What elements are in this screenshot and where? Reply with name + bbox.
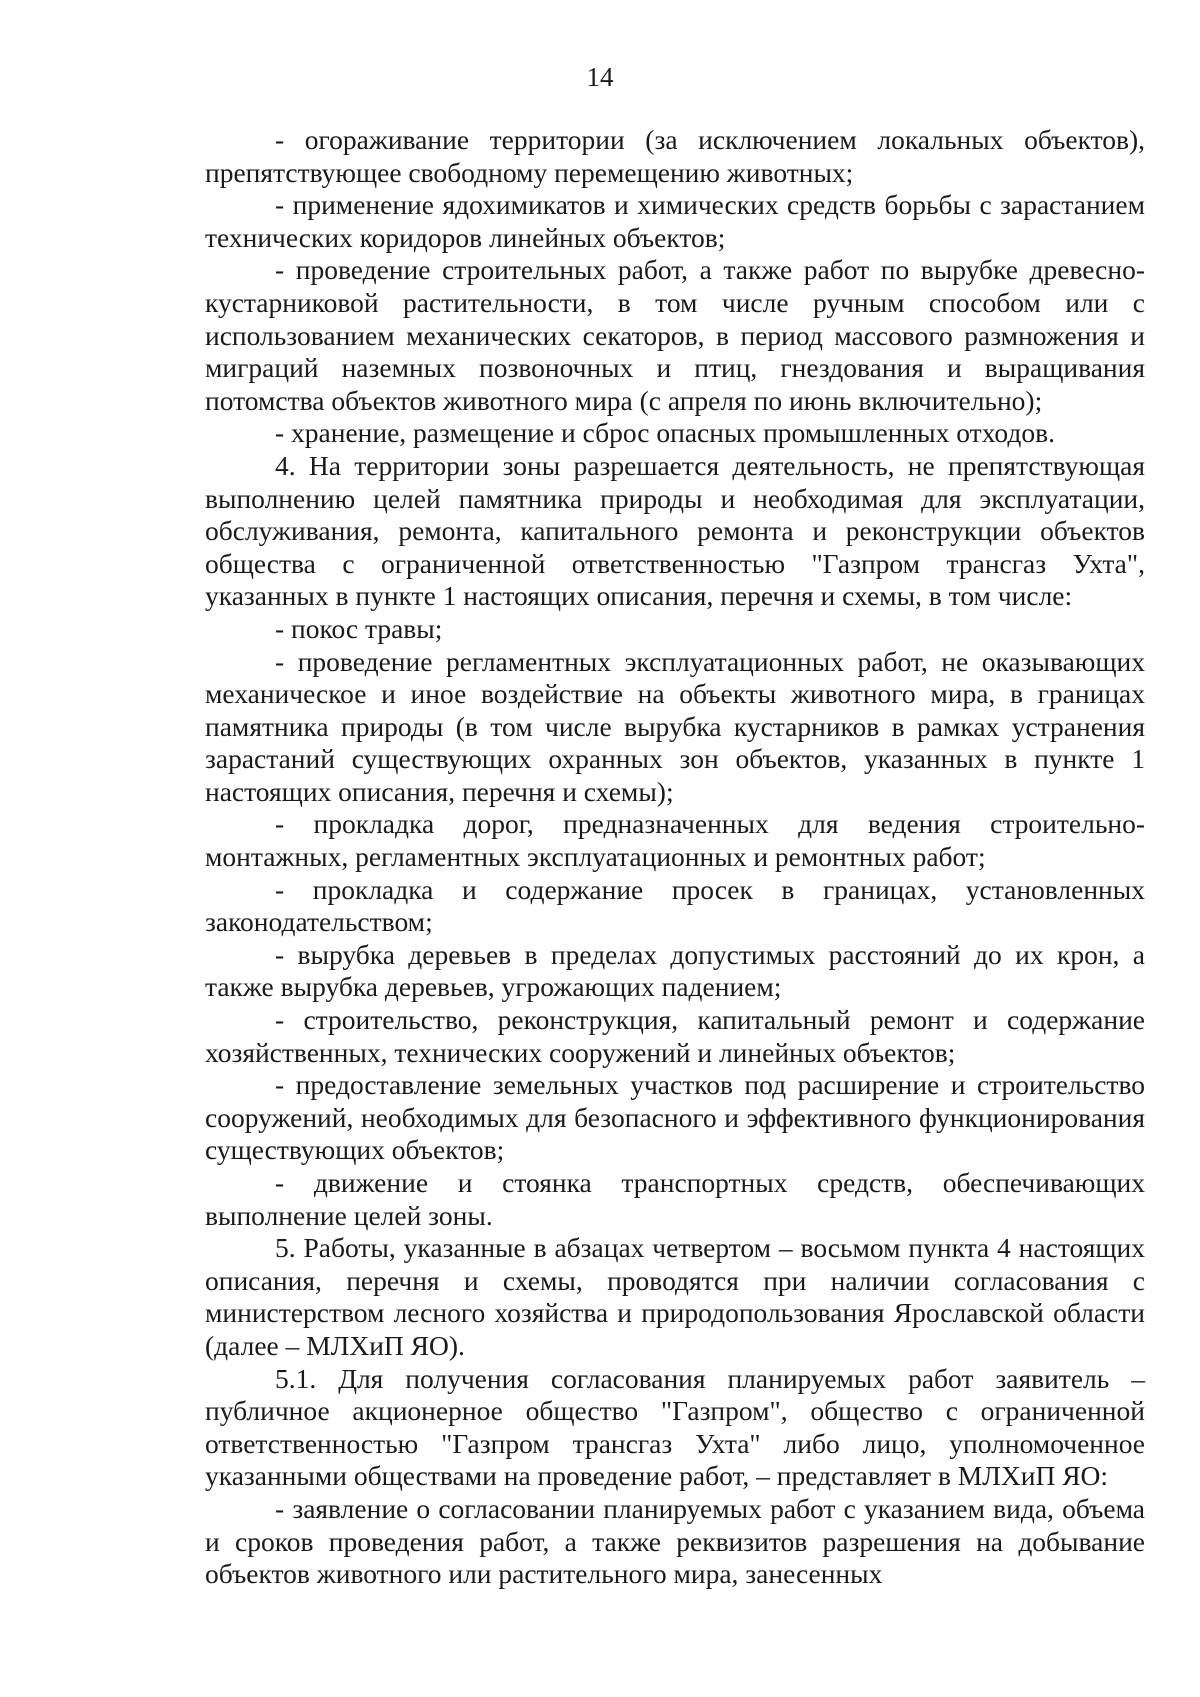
paragraph-application: - заявление о согласовании планируемых работ с указанием вида, объема и сроков проведения работ, а также реквизитов разрешения на добывание объектов животного или растительного мира, занесенных [205, 1492, 1145, 1590]
paragraph-land-plots: - предоставление земельных участков под расширение и строительство сооружений, необходимых для безопасного и эффективного функционирования существующих объектов; [205, 1069, 1145, 1166]
paragraph-road-laying: - прокладка дорог, предназначенных для ведения строительно-монтажных, регламентных эксплуатационных и ремонтных работ; [205, 808, 1145, 873]
paragraph-construction-reconstruction: - строительство, реконструкция, капитальный ремонт и содержание хозяйственных, технических сооружений и линейных объектов; [205, 1004, 1145, 1068]
paragraph-construction-breeding-season: - проведение строительных работ, а также работ по вырубке древесно-кустарниковой растительности, в том числе ручным способом или с использованием механических секаторов, в период массового размножения и миграций наземных позвоночных и птиц, гнездования и выращивания потомства объектов животного мира (с апреля по июнь включительно); [205, 254, 1145, 416]
paragraph-tree-felling: - вырубка деревьев в пределах допустимых расстояний до их крон, а также вырубка деревьев, угрожающих падением; [205, 938, 1145, 1003]
paragraph-mowing: - покос травы; [275, 612, 443, 644]
paragraph-clearings: - прокладка и содержание просек в границах, установленных законодательством; [205, 873, 1145, 938]
document-body [205, 124, 1145, 1591]
paragraph-vehicles: - движение и стоянка транспортных средств, обеспечивающих выполнение целей зоны. [205, 1167, 1145, 1231]
paragraph-regulatory-works: - проведение регламентных эксплуатационных работ, не оказывающих механическое и иное воздействие на объекты животного мира, в границах памятника природы (в том числе вырубка кустарников в рамках устранения зарастаний существующих охранных зон объектов, указанных в пункте 1 настоящих описания, перечня и схемы); [205, 645, 1145, 807]
paragraph-fencing: - огораживание территории (за исключением локальных объектов), препятствующее свободному перемещению животных; [205, 124, 1145, 188]
paragraph-item-4: 4. На территории зоны разрешается деятельность, не препятствующая выполнению целей памятника природы и необходимая для эксплуатации, обслуживания, ремонта, капитального ремонта и реконструкции объектов общества с ограниченной ответственностью "Газпром трансгаз Ухта", указанных в пункте 1 настоящих описания, перечня и схемы, в том числе: [205, 449, 1145, 612]
paragraph-hazardous-waste: - хранение, размещение и сброс опасных промышленных отходов. [275, 417, 1055, 449]
paragraph-item-5: 5. Работы, указанные в абзацах четвертом – восьмом пункта 4 настоящих описания, перечня и схемы, проводятся при наличии согласования с министерством лесного хозяйства и природопользования Ярославской области (далее – МЛХиП ЯО). [205, 1232, 1145, 1361]
page-number: 14 [586, 62, 614, 92]
paragraph-item-5-1: 5.1. Для получения согласования планируемых работ заявитель – публичное акционерное общество "Газпром", общество с ограниченной ответственностью "Газпром трансгаз Ухта" либо лицо, уполномоченное указанными обществами на проведение работ, – представляет в МЛХиП ЯО: [205, 1362, 1145, 1492]
paragraph-pesticides: - применение ядохимикатов и химических средств борьбы с зарастанием технических коридоров линейных объектов; [205, 189, 1145, 253]
